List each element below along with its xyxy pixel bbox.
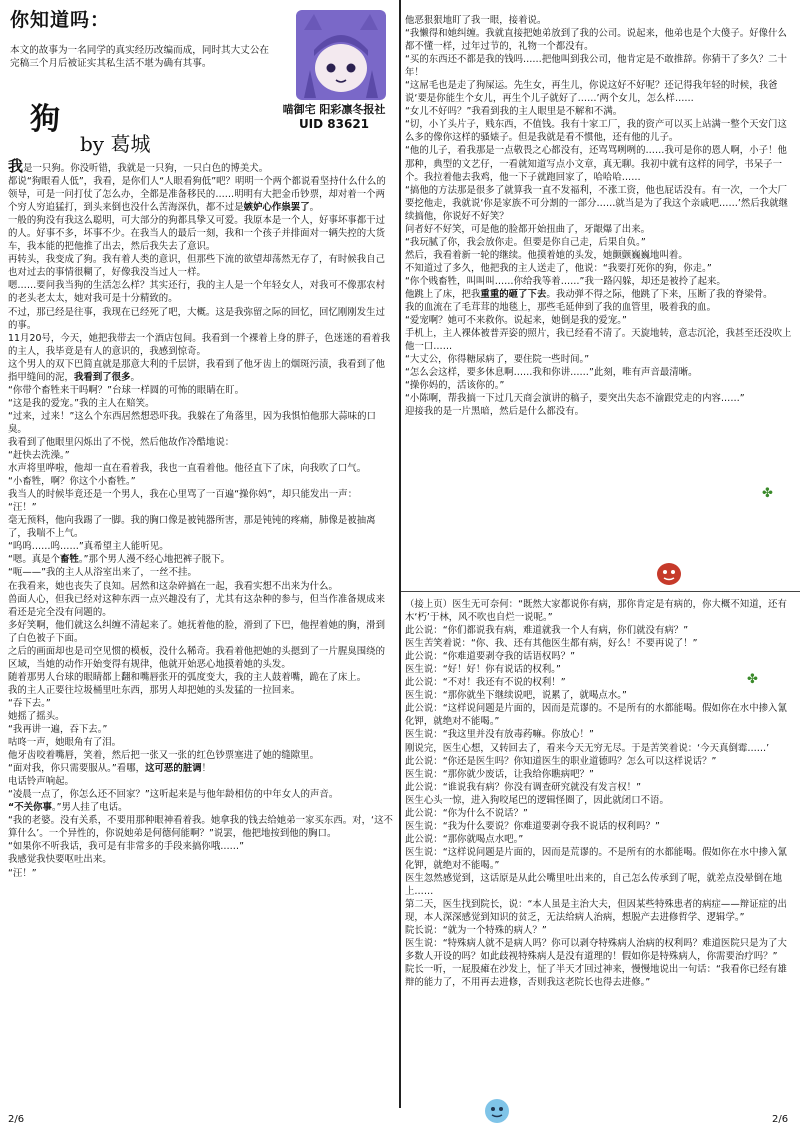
paragraph (405, 924, 793, 937)
paragraph (8, 801, 394, 814)
paragraph-text: “呜呜……呜……”真希望主人能听见。 (8, 541, 169, 553)
right-bottom-text (405, 598, 793, 989)
paragraph-text: 他跳上了床，把我 (405, 288, 481, 300)
paragraph-text: 医生说：“好！好！你有说话的权利。” (405, 664, 561, 676)
paragraph-text: 医生说：“我这里并没有放毒药嘛。你放心！” (405, 729, 594, 741)
paragraph (405, 275, 793, 288)
story-title: 狗 (30, 102, 60, 137)
paragraph (8, 580, 394, 593)
paragraph-text: 电话铃声响起。 (8, 776, 74, 788)
paragraph-text: “爱宠啊？她可不来救你。说起来，她倒是我的爱宠。” (405, 315, 627, 327)
paragraph-text: 我感觉我快要呕吐出来。 (8, 854, 112, 866)
paragraph (405, 833, 793, 846)
paragraph (8, 540, 394, 553)
paragraph-text: 医生说：“特殊病人就不是病人吗？你可以剥夺特殊病人治病的权利吗？难道医院只是为了大多数人开设的吗？如此歧视特殊病人是没有道理的！假如你是特殊病人，你需要治疗吗？” (405, 938, 787, 963)
paragraph-text: 医生忽然感觉到，这话原是从此公嘴里吐出来的，自己怎么传承到了呢，就差点没晕倒在地上…… (405, 872, 783, 898)
paragraph (8, 553, 394, 566)
paragraph-text: 我的血流在了毛茸茸的地毯上，那些毛延伸到了我的血管里，吸着我的血。 (405, 302, 717, 314)
paragraph-text: “我再讲一遍，吞下去。” (8, 724, 108, 736)
paragraph-text: 不过，那已经是往事，我现在已经死了吧，大概。这是我弥留之际的回忆，回忆刚刚发生过的事。 (8, 306, 386, 331)
intro-text: 本文的故事为一名同学的真实经历改编而成，同时其大丈公在完稿三个月后被证实其私生活不堪为确有其事。 (10, 45, 270, 69)
paragraph (8, 788, 394, 801)
bold-text: 这可恶的脏调 (145, 763, 202, 775)
paragraph-tail: 。”男人挂了电话。 (51, 802, 128, 814)
paragraph (8, 710, 394, 723)
paragraph-text: “汪！” (8, 502, 37, 514)
bold-text: 畜牲 (60, 554, 79, 566)
paragraph-text: “这是我的爱宠。”我的主人在赔笑。 (8, 397, 155, 409)
paragraph (8, 462, 394, 475)
paragraph (8, 436, 394, 449)
paragraph (8, 253, 394, 279)
red-face-sticker-icon (656, 562, 682, 586)
paragraph (8, 684, 394, 697)
paragraph (405, 301, 793, 314)
paragraph (405, 728, 793, 741)
paragraph (8, 593, 394, 619)
paragraph-text: 院长说：“就为一个特殊的病人？” (405, 925, 547, 937)
page-number-right: 2/6 (772, 1114, 789, 1125)
paragraph-text: 医生说：“这样说问题是片面的，因而是荒谬的。不是所有的水都能喝。假如你在水中掺入氰化钾，就绝对不能喝。” (405, 846, 787, 871)
paragraph (405, 53, 793, 79)
paragraph (405, 742, 793, 755)
paragraph-text: “我的老婆。没有关系，不要用那种眼神看着我。她拿我的钱去给她弟一家买东西。对，‘这不算什么’。一个异性的，你说她弟是何德何能啊？”说罢，他把地按到他的胸口。 (8, 815, 393, 840)
paragraph (405, 236, 793, 249)
paragraph-text: “如果你不听我话，我可是有非常多的手段来搞你哦……” (8, 841, 245, 853)
paragraph-text: “小畜牲，啊？你这个小畜牲。” (8, 476, 136, 488)
clover-icon: ✤ (747, 672, 758, 687)
paragraph (405, 27, 793, 53)
paragraph-text: “你个贱畜牲，叫叫叫……你给我等着……”我一路闪躲，却还是被拎了起来。 (405, 275, 726, 287)
blue-face-sticker-icon (484, 1098, 510, 1124)
paragraph (8, 645, 394, 671)
paragraph (8, 501, 394, 514)
clover-icon: ✤ (762, 486, 773, 501)
paragraph-text: “这屌毛也是走了狗屎运。先生女，再生儿，你说这好不好呢？还记得我年轻的时候，我爸说‘要是你能生个女儿，再生个儿子就好了……’两个女儿，怎么样…… (405, 80, 778, 105)
page-title: 你知道吗： (10, 9, 111, 31)
bold-text: 我看到了很多 (73, 371, 131, 383)
paragraph (8, 619, 394, 645)
paragraph-tail: 。 (130, 371, 140, 383)
paragraph (405, 898, 793, 924)
paragraph-text: 咕咚一声，她眼角有了泪。 (8, 737, 122, 749)
paragraph (405, 353, 793, 366)
paragraph (8, 306, 394, 332)
paragraph-text: “我玩腻了你，我会放你走。但要是你自己走，后果自负。” (405, 236, 646, 248)
paragraph (405, 184, 793, 223)
paragraph (405, 650, 793, 663)
paragraph-text: “操你妈的，活该你的。” (405, 380, 505, 392)
paragraph-text: 兽面人心，但我已经对这种东西一点兴趣没有了，尤其有这杂种的参与，但当作准备规成来看还是完全没有问题的。 (8, 593, 386, 618)
paragraph-text: 院长一听，一屁股瘫在沙发上，怔了半天才回过神来，慢慢地说出一句话：“我看你已经有雄辩的能力了，不用再去进修，否则我这老院长也得去进修。” (405, 964, 787, 989)
paragraph-text: 医生苦笑着说：“你、我、还有其他医生都有病，好么！不要再说了！” (405, 638, 698, 650)
paragraph (405, 624, 793, 637)
paragraph-text: 此公说：“你们都说我有病，难道就我一个人有病，你们就没有病？” (405, 625, 689, 637)
paragraph-text: “女儿不好吗？”我看到我的主人眼里是不解和不满。 (405, 106, 623, 118)
paragraph-text: “面对我，你只需要服从。”看哪， (8, 763, 146, 775)
paragraph (8, 488, 394, 501)
paragraph-text: 此公说：“你为什么不说话？” (405, 807, 528, 819)
paragraph-text: 医生心头一惊，进入狗咬尾巴的逻辑怪圈了，因此就闭口不语。 (405, 794, 669, 806)
paragraph-text: 11月20号，今天，她把我带去一个酒店包间。我看到一个裸着上身的胖子，色迷迷的看着我的主人，我毕竟是有人的意识的，我感到惊奇。 (8, 332, 391, 357)
paragraph-tail: ！ (201, 763, 212, 775)
credit-block (275, 103, 393, 131)
column-divider (399, 0, 401, 1108)
paragraph-text: “呃——”我的主人从浴室出来了，一丝不挂。 (8, 567, 197, 579)
paragraph (405, 963, 793, 989)
paragraph-text: 一般的狗没有我这么聪明，可大部分的狗都具挚又可爱。我原本是一个人，好事坏事都干过的人。好事不多，坏事不少。在我当人的最后一刻，我和一个孩子并排面对一辆失控的大货车，我本能的把他推了出去，然后我失去了意识。 (8, 215, 386, 253)
paragraph (8, 775, 394, 788)
paragraph-text: “你带个畜牲来干吗啊？”台球一样圆的可怖的眼睛在盯。 (8, 384, 245, 396)
paragraph (8, 358, 394, 384)
paragraph (8, 449, 394, 462)
paragraph (405, 598, 793, 624)
paragraph (8, 384, 394, 397)
avatar-icon (296, 10, 386, 100)
paragraph-text: 此公说：“谁说我有病？你没有调查研究就没有发言权！” (405, 781, 642, 793)
paragraph (405, 405, 793, 418)
paragraph-text: 第二天，医生找到院长，说：“本人虽是主治大夫，但因某些特殊患者的病症——辩证症的出现，本人深深感觉到知识的贫乏，无法给病人治病，想脱产去进修哲学、逻辑学。” (405, 899, 787, 924)
paragraph-text: “买的东西还不都是我的钱吗……把他叫到我公司，他肯定是不敢推辞。你猜干了多久？二十年！ (405, 54, 787, 79)
paragraph-text: 此公说：“你还是医生吗？你知道医生的职业道德吗？怎么可以这样说话？” (405, 755, 717, 767)
bold-text: “不关你事 (8, 802, 52, 814)
paragraph-text: “小陈啊，帮我搞一下过几天商会演讲的稿子，要突出失态不渝跟党走的内容……” (405, 393, 745, 405)
paragraph-text: 医生说：“那你就坐下继续说吧，说累了，就喝点水。” (405, 690, 627, 702)
paragraph (405, 223, 793, 236)
paragraph-text: “嗯。真是个 (8, 554, 61, 566)
left-column-text (8, 157, 394, 880)
paragraph-text: 迎接我的是一片黑暗，然后是什么都没有。 (405, 406, 585, 418)
paragraph-tail: 。 (309, 202, 320, 214)
paragraph (405, 105, 793, 118)
paragraph (8, 867, 394, 880)
paragraph (405, 820, 793, 833)
paragraph (405, 702, 793, 728)
paragraph (8, 514, 394, 540)
paragraph (8, 214, 394, 253)
paragraph-text: “吞下去。” (8, 697, 51, 709)
paragraph (405, 794, 793, 807)
page-number-left: 2/6 (8, 1114, 25, 1125)
paragraph (8, 410, 394, 436)
paragraph-text: 医生说：“我为什么要说？你难道要剥夺我不说话的权利吗？” (405, 820, 660, 832)
paragraph (405, 846, 793, 872)
paragraph-text: “搞他的方法那是很多了就算我一直不发福利，不涨工资，他也屁话没有。有一次，一个大厂要挖他走，我就说‘你是家族不可分割的一部分……就当是为了我这个亲戚吧……’然后我就继续搞他，你说好不好笑？ (405, 184, 789, 222)
paragraph (8, 762, 394, 775)
paragraph-text: “汪！” (8, 867, 37, 879)
paragraph (8, 840, 394, 853)
paragraph-text: 之后的画面却也是司空见惯的模板，没什么稀奇。我看着他把她的头摁到了一片腥臭围绕的区域，当她的动作开始变得有规律，他就开始恶心地摸着她的头发。 (8, 645, 386, 670)
section-divider (401, 591, 800, 592)
paragraph-text: （接上页）医生无可奈何：“既然大家都说你有病，那你肯定是有病的，你大概不知道，还有木‘朽’于林，风不吹也自烂一说呢。” (405, 599, 787, 624)
paragraph-text: 在我看来，她也丧失了良知。居然和这杂碎搞在一起，我看实想不出来为什么。 (8, 580, 338, 592)
story-byline: by 葛城 (80, 132, 151, 156)
paragraph (405, 768, 793, 781)
credit-uid: UID 83621 (298, 117, 370, 131)
paragraph (405, 392, 793, 405)
paragraph-text: 问者好不好笑，可是他的脸都开始扭曲了，牙龈爆了出来。 (405, 223, 651, 235)
paragraph-text: 这个男人的双下巴简直就是那意大利的千层饼，我看到了他牙齿上的烟斑污渍，我看到了他指甲缝间的泥， (8, 358, 386, 383)
paragraph (405, 262, 793, 275)
credit-name: 喵御宅 阳彩凛冬报社 (282, 103, 386, 116)
paragraph-text: 嗯……要问我当狗的生活怎么样？其实还行，我的主人是一个年轻女人，对我可不像那农村的老头老太太，她对我可是十分精致的。 (8, 280, 386, 305)
paragraph (405, 689, 793, 702)
paragraph (405, 327, 793, 353)
paragraph-text: “他的儿子，看我那是一点敬畏之心都没有，还骂骂咧咧的……我可是你的恩人啊，小子！他那种，典型的文艺仔，一看就知道写点小文章，真无聊。我初中就有这样的同学，书呆子一个。我拉着他去我鸡，他一下子就跑回家了，哈哈哈…… (405, 145, 787, 183)
paragraph-text: “切，小丫头片子，贱东西，不值钱。我有十家工厂，我的资产可以买上站满一整个天安门这么多的像你这样的骚婊子。但是我就是看不惯他，还有他的儿子。 (405, 119, 787, 144)
paragraph-text: “大丈公，你得糖尿病了，要住院一些时间。” (405, 354, 590, 366)
paragraph (8, 749, 394, 762)
paragraph (8, 853, 394, 866)
paragraph (8, 697, 394, 710)
paragraph (405, 314, 793, 327)
paragraph (8, 671, 394, 684)
paragraph-text: “赶快去洗澡。” (8, 450, 70, 462)
paragraph-text: 我当人的时候毕竟还是一个男人，我在心里骂了一百遍“操你妈”，却只能发出一声： (8, 489, 358, 501)
paragraph (8, 475, 394, 488)
paragraph (405, 755, 793, 768)
drop-lead: 我 (8, 157, 24, 175)
paragraph-text: 此公说：“不对！我还有不说的权利！” (405, 677, 566, 689)
paragraph-text: “怎么会这样，要多休息啊……我和你讲……”此刻，唯有声音最清晰。 (405, 367, 698, 379)
paragraph-text: 水声将里哗啦，他却一直在看着我，我也一直看着他。他径直下了床，向我吹了口气。 (8, 463, 367, 475)
paragraph-tail: 。”那个男人漫不经心地把裤子脱下。 (78, 554, 230, 566)
paragraph-text: 刚说完，医生心想，又转回去了，看来今天无穷无尽。于是苦笑着说：‘今天真倒霉……’ (405, 742, 770, 754)
paragraph-text: 随着那男人台球的眼睛都上翻和嘴唇张开的弧度变大，我的主人鼓着嘴，跪在了床上。 (8, 671, 367, 683)
paragraph-text: 我看到了他眼里闪烁出了不悦，然后他故作冷酷地说： (8, 436, 235, 448)
paragraph (405, 118, 793, 144)
paragraph (405, 937, 793, 963)
paragraph-text: 然后，我看着新一轮的继续。他摸着她的头发，她颤颤巍巍地叫着。 (405, 249, 688, 261)
paragraph (8, 157, 394, 175)
paragraph (405, 637, 793, 650)
paragraph (8, 279, 394, 305)
paragraph-text: “凌晨一点了，你怎么还不回家？”这听起来是与他年龄相仿的中年女人的声音。 (8, 789, 339, 801)
bold-text: 嫉妒心作祟罢了 (243, 202, 310, 214)
paragraph (405, 676, 793, 689)
paragraph (405, 79, 793, 105)
paragraph (405, 663, 793, 676)
paragraph-text: 再转头，我变成了狗。我有着人类的意识，但那些下流的欲望却荡然无存了，有时候我自己也对过去的事情很糊了，好像我没当过人一样。 (8, 254, 386, 279)
bold-text: 重重的砸了下去 (480, 288, 547, 300)
paragraph (405, 366, 793, 379)
paragraph-text: 我的主人正要往垃圾桶里吐东西，那男人却把她的头发猛的一拉回来。 (8, 684, 301, 696)
paragraph-text: “我懒得和她纠缠。我就直接把她弟放到了我的公司。说起来，他弟也是个大傻子。好像什么都不懂一样，过年过节的，礼物一个都没有。 (405, 28, 787, 53)
paragraph (405, 781, 793, 794)
paragraph-text: 此公说：“你难道要剥夺我的话语权吗？” (405, 651, 576, 663)
paragraph (405, 144, 793, 183)
paragraph (8, 175, 394, 214)
paragraph-text: 此公说：“这样说问题是片面的，因而是荒谬的。不是所有的水都能喝。假如你在水中掺入氰化钾，就绝对不能喝。” (405, 703, 787, 728)
paragraph (8, 814, 394, 840)
paragraph-tail: 。我动弹不得之际，他跳了下来，压断了我的脊梁骨。 (546, 288, 773, 300)
right-column-text (405, 14, 793, 418)
paragraph (8, 723, 394, 736)
paragraph (405, 807, 793, 820)
paragraph (405, 379, 793, 392)
paragraph-text: 他牙齿咬着嘴唇，笑着，然后把一张又一张的红色钞票塞进了她的缝隙里。 (8, 750, 320, 762)
paragraph (405, 14, 793, 27)
paragraph-text: 是一只狗。你没听错，我就是一只狗，一只白色的博美犬。 (23, 163, 269, 174)
paragraph-text: 都说“狗眼看人低”，我看，是你们人“人眼看狗低”吧？明明一个两个都说看坚持什么什么的领导，可是一问打仗了怎么办，全都是准备移民的……明明有大把金币钞票，却对着一个两个穷人穷追猛打，到头来倒也没什么苦海深仇，都不过是 (8, 176, 386, 214)
paragraph-text: 医生说：“那你就少废话，让我给你瞧病吧？” (405, 768, 594, 780)
paragraph-text: 毫无预料，他向我踢了一脚。我的胸口像是被钝器所害，那是钝钝的疼痛，肺像是被抽离了，我喘不上气。 (8, 515, 376, 540)
paragraph-text: 他恶狠狠地盯了我一眼，接着说。 (405, 15, 547, 26)
paragraph-text: 她摇了摇头。 (8, 710, 65, 722)
paragraph-text: 此公说：“那你就喝点水吧。” (405, 833, 524, 845)
paragraph (8, 397, 394, 410)
paragraph (8, 736, 394, 749)
paragraph (8, 566, 394, 579)
paragraph-text: 手机上，主人裸体被普弄姿的照片，我已经看不清了。天旋地转，意志沉沦，我甚至还没吹上他一口…… (405, 328, 792, 353)
paragraph-text: “过来，过来！”这么个东西居然想恐吓我。我躲在了角落里，因为我惧怕他那大蒜味的口臭。 (8, 410, 376, 435)
paragraph-text: 不知道过了多久，他把我的主人送走了，他说：“我要打死你的狗，你走。” (405, 262, 712, 274)
paragraph (405, 872, 793, 898)
paragraph (405, 288, 793, 301)
paragraph-text: 多好笑啊，他们就这么纠缠不清起来了。她抚着他的脸，滑到了下巴，他捏着她的胸，滑到了白色被子下面。 (8, 619, 386, 644)
paragraph (405, 249, 793, 262)
paragraph (8, 332, 394, 358)
